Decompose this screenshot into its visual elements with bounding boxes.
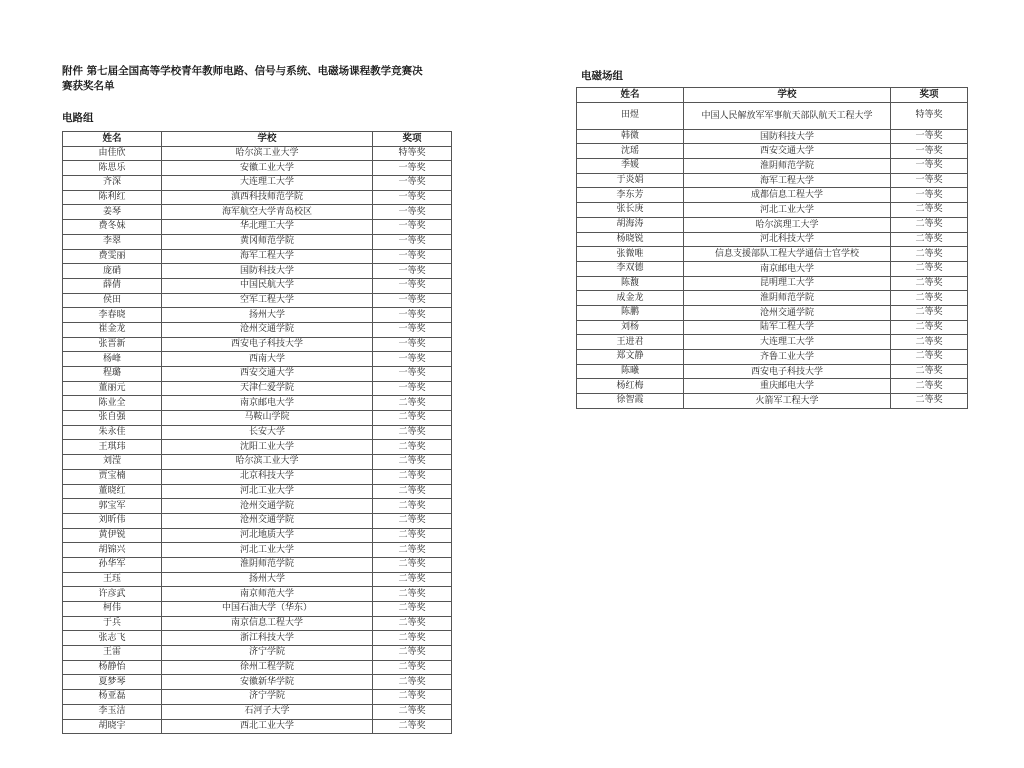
cell-award: 特等奖 [891, 102, 968, 129]
cell-award: 二等奖 [373, 543, 452, 558]
cell-name: 张志飞 [63, 631, 162, 646]
cell-school: 淮阴师范学院 [684, 291, 891, 306]
document-title-line2: 赛获奖名单 [62, 80, 115, 92]
cell-school: 黄冈师范学院 [162, 234, 373, 249]
cell-school: 西安电子科技大学 [162, 337, 373, 352]
cell-school: 沧州交通学院 [684, 305, 891, 320]
cell-award: 特等奖 [373, 146, 452, 161]
cell-school: 淮阴师范学院 [684, 159, 891, 174]
cell-school: 扬州大学 [162, 572, 373, 587]
cell-award: 二等奖 [373, 513, 452, 528]
cell-award: 一等奖 [373, 293, 452, 308]
table-row [577, 203, 968, 218]
cell-name: 王珏 [63, 572, 162, 587]
table-row [577, 232, 968, 247]
cell-school: 河北工业大学 [162, 484, 373, 499]
table-row [63, 719, 452, 734]
cell-school: 河北工业大学 [162, 543, 373, 558]
table-row [63, 337, 452, 352]
table-row [63, 484, 452, 499]
cell-name: 杨红梅 [577, 379, 684, 394]
cell-name: 杨晓锐 [577, 232, 684, 247]
table-row [577, 159, 968, 174]
cell-school: 南京信息工程大学 [162, 616, 373, 631]
table-row [577, 217, 968, 232]
column-header-award: 奖项 [373, 132, 452, 147]
table-row [63, 234, 452, 249]
cell-name: 陈曦 [577, 364, 684, 379]
table-row [63, 616, 452, 631]
table-row [63, 249, 452, 264]
cell-name: 张自强 [63, 411, 162, 426]
table-row [63, 440, 452, 455]
cell-award: 二等奖 [373, 704, 452, 719]
cell-name: 李春晓 [63, 308, 162, 323]
cell-school: 滇西科技师范学院 [162, 190, 373, 205]
table-row [63, 587, 452, 602]
cell-name: 胡海涛 [577, 217, 684, 232]
table-row [63, 455, 452, 470]
cell-name: 齐深 [63, 176, 162, 191]
cell-name: 胡锦兴 [63, 543, 162, 558]
cell-name: 王琪玮 [63, 440, 162, 455]
cell-school: 石河子大学 [162, 704, 373, 719]
table-row [577, 305, 968, 320]
cell-award: 一等奖 [891, 129, 968, 144]
cell-school: 海军工程大学 [684, 173, 891, 188]
table-row [63, 543, 452, 558]
cell-award: 一等奖 [373, 176, 452, 191]
table-row [577, 247, 968, 262]
column-header-award: 奖项 [891, 88, 968, 103]
cell-name: 李东芳 [577, 188, 684, 203]
cell-award: 二等奖 [373, 499, 452, 514]
cell-name: 胡晓宇 [63, 719, 162, 734]
table-row [63, 220, 452, 235]
cell-school: 中国民航大学 [162, 278, 373, 293]
cell-award: 一等奖 [373, 205, 452, 220]
cell-name: 崔金龙 [63, 322, 162, 337]
cell-award: 二等奖 [373, 557, 452, 572]
cell-name: 杨静怡 [63, 660, 162, 675]
table-row [577, 276, 968, 291]
table-row [63, 293, 452, 308]
table-row [63, 161, 452, 176]
table-row [63, 322, 452, 337]
cell-award: 二等奖 [373, 528, 452, 543]
cell-award: 二等奖 [891, 247, 968, 262]
cell-award: 二等奖 [891, 379, 968, 394]
table-row [63, 205, 452, 220]
cell-school: 济宁学院 [162, 646, 373, 661]
cell-award: 二等奖 [891, 394, 968, 409]
table-row [63, 381, 452, 396]
cell-award: 二等奖 [891, 276, 968, 291]
cell-name: 刘昕伟 [63, 513, 162, 528]
cell-name: 陈思乐 [63, 161, 162, 176]
cell-name: 王进君 [577, 335, 684, 350]
cell-name: 郭宝军 [63, 499, 162, 514]
cell-award: 二等奖 [373, 616, 452, 631]
cell-award: 一等奖 [373, 264, 452, 279]
column-header-school: 学校 [162, 132, 373, 147]
table-row [63, 469, 452, 484]
table-row [63, 557, 452, 572]
cell-school: 长安大学 [162, 425, 373, 440]
table-row [577, 261, 968, 276]
table-row [63, 704, 452, 719]
cell-award: 二等奖 [891, 217, 968, 232]
cell-name: 杨亚磊 [63, 690, 162, 705]
table-row [63, 278, 452, 293]
cell-award: 一等奖 [373, 308, 452, 323]
table-row [63, 396, 452, 411]
cell-name: 刘滢 [63, 455, 162, 470]
cell-name: 田煜 [577, 102, 684, 129]
em-award-table [576, 87, 968, 409]
cell-school: 哈尔滨理工大学 [684, 217, 891, 232]
cell-award: 二等奖 [373, 646, 452, 661]
cell-name: 陈鹏 [577, 305, 684, 320]
cell-name: 刘杨 [577, 320, 684, 335]
table-row [63, 675, 452, 690]
em-table-body [577, 102, 968, 408]
cell-school: 齐鲁工业大学 [684, 350, 891, 365]
document-title [62, 64, 462, 94]
table-row [63, 176, 452, 191]
table-row [63, 411, 452, 426]
cell-school: 马鞍山学院 [162, 411, 373, 426]
cell-award: 二等奖 [891, 291, 968, 306]
cell-school: 南京邮电大学 [684, 261, 891, 276]
table-row [63, 264, 452, 279]
cell-school: 陆军工程大学 [684, 320, 891, 335]
cell-school: 西安交通大学 [684, 144, 891, 159]
cell-award: 二等奖 [373, 587, 452, 602]
cell-name: 庞硝 [63, 264, 162, 279]
cell-school: 沧州交通学院 [162, 499, 373, 514]
table-row [63, 528, 452, 543]
table-header-row [577, 88, 968, 103]
cell-award: 一等奖 [373, 381, 452, 396]
cell-school: 华北理工大学 [162, 220, 373, 235]
cell-school: 沧州交通学院 [162, 322, 373, 337]
table-header-row [63, 132, 452, 147]
cell-name: 张晋新 [63, 337, 162, 352]
table-row [577, 335, 968, 350]
table-row [577, 129, 968, 144]
cell-award: 二等奖 [373, 396, 452, 411]
table-row [577, 291, 968, 306]
cell-name: 李翠 [63, 234, 162, 249]
cell-name: 黄伊锐 [63, 528, 162, 543]
cell-award: 二等奖 [373, 660, 452, 675]
table-row [63, 425, 452, 440]
column-header-name: 姓名 [63, 132, 162, 147]
cell-award: 二等奖 [891, 203, 968, 218]
cell-school: 重庆邮电大学 [684, 379, 891, 394]
cell-name: 夏梦琴 [63, 675, 162, 690]
cell-award: 二等奖 [373, 602, 452, 617]
cell-name: 徐智霞 [577, 394, 684, 409]
cell-name: 杨峰 [63, 352, 162, 367]
table-row [63, 367, 452, 382]
cell-award: 一等奖 [373, 249, 452, 264]
table-row [577, 102, 968, 129]
cell-school: 西北工业大学 [162, 719, 373, 734]
cell-name: 程璐 [63, 367, 162, 382]
cell-school: 南京师范大学 [162, 587, 373, 602]
cell-award: 二等奖 [891, 335, 968, 350]
cell-award: 一等奖 [373, 337, 452, 352]
table-row [577, 320, 968, 335]
cell-school: 沈阳工业大学 [162, 440, 373, 455]
table-row [63, 146, 452, 161]
cell-name: 薛倩 [63, 278, 162, 293]
cell-award: 二等奖 [373, 411, 452, 426]
cell-name: 李玉洁 [63, 704, 162, 719]
cell-name: 董晓红 [63, 484, 162, 499]
cell-award: 二等奖 [373, 469, 452, 484]
cell-school: 海军航空大学青岛校区 [162, 205, 373, 220]
cell-school: 安徽工业大学 [162, 161, 373, 176]
cell-school: 国防科技大学 [162, 264, 373, 279]
cell-award: 一等奖 [891, 188, 968, 203]
cell-school: 浙江科技大学 [162, 631, 373, 646]
circuit-table-body [63, 146, 452, 734]
document-title-line1: 附件 第七届全国高等学校青年教师电路、信号与系统、电磁场课程教学竞赛决 [62, 65, 423, 77]
cell-school: 西南大学 [162, 352, 373, 367]
cell-award: 一等奖 [373, 234, 452, 249]
cell-award: 一等奖 [891, 173, 968, 188]
cell-school: 昆明理工大学 [684, 276, 891, 291]
cell-school: 河北工业大学 [684, 203, 891, 218]
cell-award: 二等奖 [891, 364, 968, 379]
cell-award: 一等奖 [373, 352, 452, 367]
cell-school: 沧州交通学院 [162, 513, 373, 528]
cell-award: 一等奖 [373, 220, 452, 235]
cell-award: 一等奖 [373, 278, 452, 293]
cell-name: 费雯丽 [63, 249, 162, 264]
cell-school: 河北地质大学 [162, 528, 373, 543]
table-row [63, 690, 452, 705]
cell-name: 费冬妹 [63, 220, 162, 235]
cell-award: 二等奖 [373, 425, 452, 440]
cell-school: 信息支援部队工程大学通信士官学校 [684, 247, 891, 262]
cell-name: 于炎娟 [577, 173, 684, 188]
cell-award: 二等奖 [373, 690, 452, 705]
cell-award: 二等奖 [373, 631, 452, 646]
cell-award: 二等奖 [891, 261, 968, 276]
cell-award: 二等奖 [891, 232, 968, 247]
cell-award: 二等奖 [373, 719, 452, 734]
cell-name: 由佳欣 [63, 146, 162, 161]
cell-name: 朱永佳 [63, 425, 162, 440]
column-header-school: 学校 [684, 88, 891, 103]
cell-school: 海军工程大学 [162, 249, 373, 264]
em-group-label: 电磁场组 [581, 70, 623, 82]
table-row [577, 350, 968, 365]
cell-name: 董丽元 [63, 381, 162, 396]
cell-award: 二等奖 [891, 350, 968, 365]
cell-school: 中国人民解放军军事航天部队航天工程大学 [684, 102, 891, 129]
cell-school: 天津仁爱学院 [162, 381, 373, 396]
table-row [63, 602, 452, 617]
cell-name: 沈瑶 [577, 144, 684, 159]
cell-school: 徐州工程学院 [162, 660, 373, 675]
cell-name: 陈利红 [63, 190, 162, 205]
cell-school: 南京邮电大学 [162, 396, 373, 411]
cell-award: 一等奖 [373, 367, 452, 382]
cell-school: 大连理工大学 [162, 176, 373, 191]
cell-school: 西安电子科技大学 [684, 364, 891, 379]
cell-name: 陈业全 [63, 396, 162, 411]
cell-award: 一等奖 [891, 159, 968, 174]
cell-school: 西安交通大学 [162, 367, 373, 382]
cell-award: 二等奖 [373, 572, 452, 587]
circuit-award-table [62, 131, 452, 734]
cell-school: 国防科技大学 [684, 129, 891, 144]
table-row [577, 394, 968, 409]
cell-school: 河北科技大学 [684, 232, 891, 247]
cell-school: 安徽新华学院 [162, 675, 373, 690]
cell-award: 二等奖 [891, 320, 968, 335]
cell-school: 空军工程大学 [162, 293, 373, 308]
cell-name: 成金龙 [577, 291, 684, 306]
cell-name: 王雷 [63, 646, 162, 661]
table-row [63, 499, 452, 514]
table-row [63, 660, 452, 675]
cell-name: 侯田 [63, 293, 162, 308]
table-row [63, 572, 452, 587]
cell-school: 哈尔滨工业大学 [162, 146, 373, 161]
cell-school: 北京科技大学 [162, 469, 373, 484]
cell-award: 二等奖 [373, 484, 452, 499]
cell-name: 郑文静 [577, 350, 684, 365]
cell-award: 二等奖 [373, 440, 452, 455]
cell-name: 陈馥 [577, 276, 684, 291]
cell-name: 柯伟 [63, 602, 162, 617]
cell-award: 一等奖 [373, 322, 452, 337]
cell-award: 一等奖 [891, 144, 968, 159]
cell-award: 一等奖 [373, 161, 452, 176]
cell-award: 二等奖 [373, 675, 452, 690]
table-row [577, 188, 968, 203]
cell-name: 贾宝楠 [63, 469, 162, 484]
table-row [63, 352, 452, 367]
cell-name: 李双德 [577, 261, 684, 276]
table-row [63, 631, 452, 646]
cell-school: 淮阴师范学院 [162, 557, 373, 572]
cell-name: 于兵 [63, 616, 162, 631]
cell-name: 张长庚 [577, 203, 684, 218]
cell-name: 许彦武 [63, 587, 162, 602]
cell-award: 二等奖 [891, 305, 968, 320]
cell-school: 济宁学院 [162, 690, 373, 705]
cell-name: 姜琴 [63, 205, 162, 220]
table-row [577, 173, 968, 188]
table-row [63, 513, 452, 528]
cell-name: 季媛 [577, 159, 684, 174]
cell-school: 扬州大学 [162, 308, 373, 323]
cell-school: 哈尔滨工业大学 [162, 455, 373, 470]
table-row [63, 646, 452, 661]
table-row [63, 190, 452, 205]
cell-school: 成都信息工程大学 [684, 188, 891, 203]
table-row [63, 308, 452, 323]
cell-school: 火箭军工程大学 [684, 394, 891, 409]
table-row [577, 144, 968, 159]
cell-school: 中国石油大学（华东） [162, 602, 373, 617]
cell-name: 韩微 [577, 129, 684, 144]
cell-school: 大连理工大学 [684, 335, 891, 350]
table-row [577, 364, 968, 379]
table-row [577, 379, 968, 394]
column-header-name: 姓名 [577, 88, 684, 103]
cell-name: 张微唯 [577, 247, 684, 262]
cell-name: 孙华军 [63, 557, 162, 572]
circuit-group-label: 电路组 [62, 112, 94, 124]
cell-award: 一等奖 [373, 190, 452, 205]
cell-award: 二等奖 [373, 455, 452, 470]
